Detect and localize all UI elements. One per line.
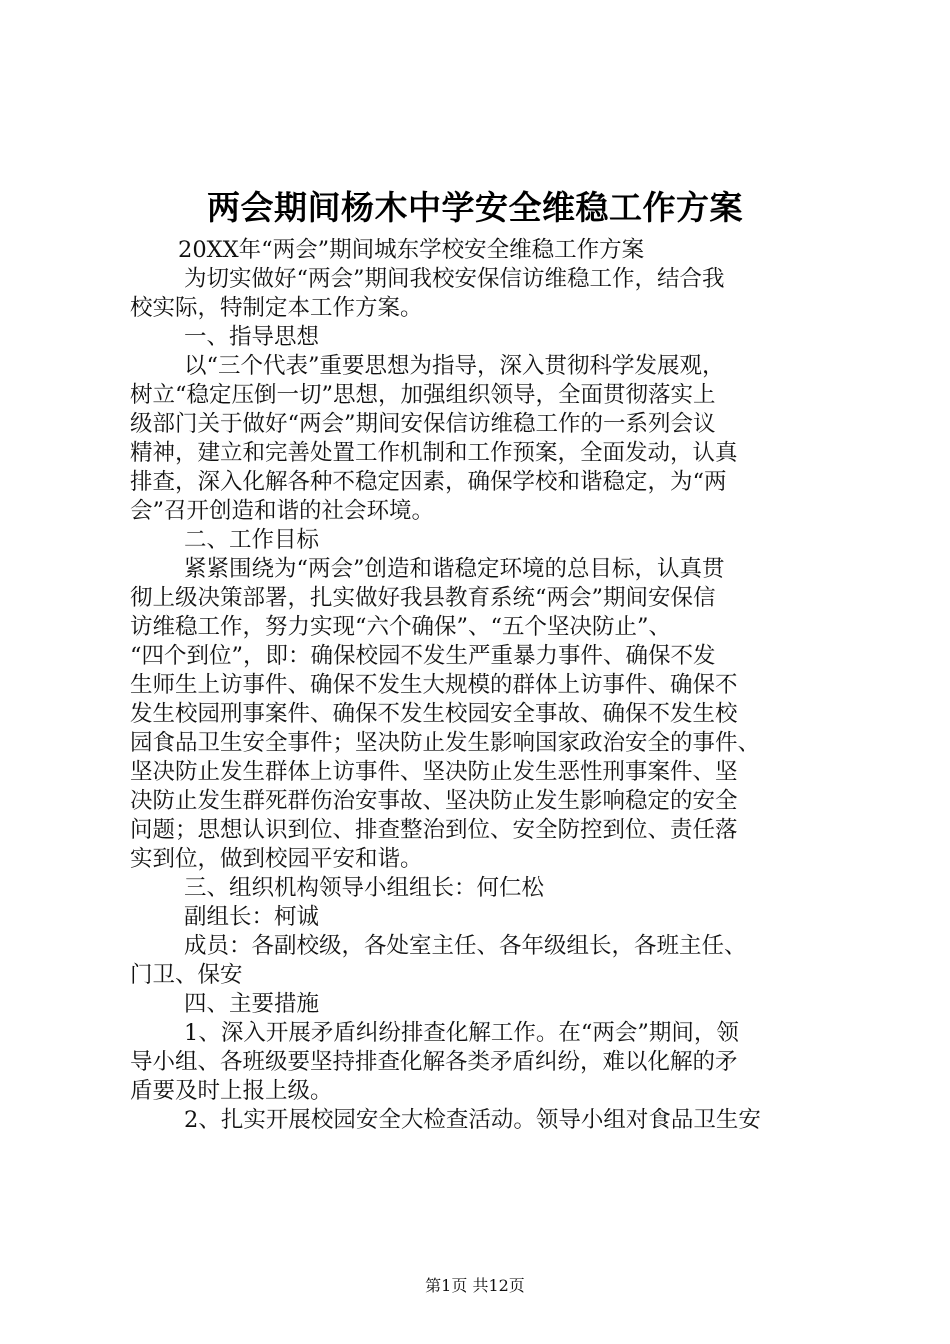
section-heading: 四、主要措施: [184, 991, 320, 1017]
paragraph-line: 访维稳工作，努力实现“六个确保”、“五个坚决防止”、: [130, 614, 672, 640]
paragraph-line: 决防止发生群死群伤治安事故、坚决防止发生影响稳定的安全: [130, 788, 738, 814]
paragraph-line: 树立“稳定压倒一切”思想，加强组织领导，全面贯彻落实上: [130, 382, 716, 408]
page-number: 第1页 共12页: [425, 1276, 525, 1295]
paragraph-line: 1、深入开展矛盾纠纷排查化解工作。在“两会”期间，领: [184, 1020, 739, 1046]
paragraph-line: 成员：各副校级，各处室主任、各年级组长，各班主任、: [184, 933, 747, 959]
document-body: [130, 236, 830, 1135]
paragraph-line: 20XX年“两会”期间城东学校安全维稳工作方案: [178, 237, 645, 263]
section-heading: 一、指导思想: [184, 324, 320, 350]
paragraph-line: 问题；思想认识到位、排查整治到位、安全防控到位、责任落: [130, 817, 738, 843]
section-heading: 二、工作目标: [184, 527, 320, 553]
paragraph-line: 门卫、保安: [130, 962, 243, 988]
paragraph-line: 精神，建立和完善处置工作机制和工作预案，全面发动，认真: [130, 440, 738, 466]
document-title: 两会期间杨木中学安全维稳工作方案: [207, 188, 743, 227]
paragraph-line: 园食品卫生安全事件；坚决防止发生影响国家政治安全的事件、: [130, 730, 761, 756]
paragraph-line: 以“三个代表”重要思想为指导，深入贯彻科学发展观，: [184, 353, 725, 379]
paragraph-line: 为切实做好“两会”期间我校安保信访维稳工作，结合我: [184, 266, 725, 292]
paragraph-line: 会”召开创造和谐的社会环境。: [130, 498, 435, 524]
paragraph-line: 发生校园刑事案件、确保不发生校园安全事故、确保不发生校: [130, 701, 738, 727]
paragraph-line: “四个到位”，即：确保校园不发生严重暴力事件、确保不发: [130, 643, 716, 669]
section-heading: 三、组织机构领导小组组长：何仁松: [184, 875, 545, 901]
paragraph-line: 排查，深入化解各种不稳定因素，确保学校和谐稳定，为“两: [130, 469, 727, 495]
paragraph-line: 实到位，做到校园平安和谐。: [130, 846, 423, 872]
paragraph-line: 紧紧围绕为“两会”创造和谐稳定环境的总目标，认真贯: [184, 556, 725, 582]
paragraph-line: 2、扎实开展校园安全大检查活动。领导小组对食品卫生安: [184, 1107, 761, 1133]
paragraph-line: 彻上级决策部署，扎实做好我县教育系统“两会”期间安保信: [130, 585, 716, 611]
paragraph-line: 盾要及时上报上级。: [130, 1078, 333, 1104]
paragraph-line: 坚决防止发生群体上访事件、坚决防止发生恶性刑事案件、坚: [130, 759, 738, 785]
paragraph-line: 生师生上访事件、确保不发生大规模的群体上访事件、确保不: [130, 672, 738, 698]
paragraph-line: 导小组、各班级要坚持排查化解各类矛盾纠纷，难以化解的矛: [130, 1049, 738, 1075]
paragraph-line: 级部门关于做好“两会”期间安保信访维稳工作的一系列会议: [130, 411, 716, 437]
paragraph-line: 校实际，特制定本工作方案。: [130, 295, 423, 321]
paragraph-line: 副组长：柯诚: [184, 904, 320, 930]
